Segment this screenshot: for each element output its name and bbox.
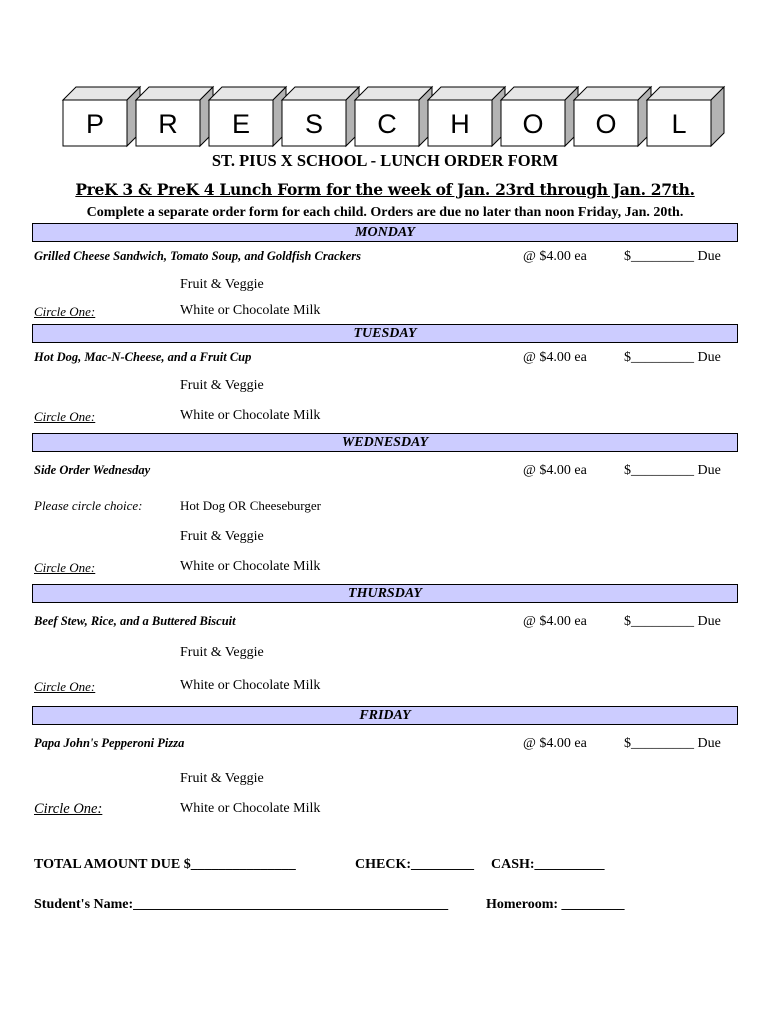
day-bar-tuesday: TUESDAY bbox=[32, 324, 738, 343]
block-letter-s-3 bbox=[282, 87, 359, 146]
cash-field[interactable]: CASH:__________ bbox=[491, 857, 605, 872]
svg-text:E: E bbox=[231, 109, 251, 139]
svg-text:O: O bbox=[522, 109, 544, 139]
block-letter-e-2 bbox=[209, 87, 286, 146]
svg-text:S: S bbox=[304, 109, 324, 139]
fruit-option-friday[interactable]: Fruit & Veggie bbox=[180, 771, 264, 786]
meal-tuesday: Hot Dog, Mac-N-Cheese, and a Fruit Cup bbox=[34, 350, 252, 364]
price-wednesday: @ $4.00 ea bbox=[523, 463, 587, 478]
day-bar-monday: MONDAY bbox=[32, 223, 738, 242]
circle-label-monday: Circle One: bbox=[34, 304, 96, 319]
choice-option-wednesday[interactable]: Hot Dog OR Cheeseburger bbox=[180, 498, 321, 513]
day-bar-wednesday: WEDNESDAY bbox=[32, 433, 738, 452]
block-letter-c-4 bbox=[355, 87, 432, 146]
price-thursday: @ $4.00 ea bbox=[523, 614, 587, 629]
block-letter-h-5 bbox=[428, 87, 505, 146]
svg-text:L: L bbox=[671, 109, 687, 139]
fruit-option-tuesday[interactable]: Fruit & Veggie bbox=[180, 378, 264, 393]
block-letter-o-6 bbox=[501, 87, 578, 146]
preschool-block-letters bbox=[0, 0, 770, 150]
due-field-tuesday[interactable]: $_________ Due bbox=[624, 350, 721, 365]
fruit-option-wednesday[interactable]: Fruit & Veggie bbox=[180, 529, 264, 544]
instructions: Complete a separate order form for each child. Orders are due no later than noon Friday, Jan. 20th. bbox=[86, 205, 684, 220]
student-name-field[interactable]: Student's Name:_____________________________________________ bbox=[34, 897, 449, 912]
meal-wednesday: Side Order Wednesday bbox=[34, 463, 151, 477]
day-bar-thursday: THURSDAY bbox=[32, 584, 738, 603]
meal-friday: Papa John's Pepperoni Pizza bbox=[34, 736, 185, 750]
milk-option-wednesday[interactable]: White or Chocolate Milk bbox=[180, 559, 321, 574]
milk-option-tuesday[interactable]: White or Chocolate Milk bbox=[180, 408, 321, 423]
block-letter-r-1 bbox=[136, 87, 213, 146]
school-title: ST. PIUS X SCHOOL - LUNCH ORDER FORM bbox=[211, 151, 559, 170]
circle-label-wednesday: Circle One: bbox=[34, 560, 96, 575]
due-field-monday[interactable]: $_________ Due bbox=[624, 249, 721, 264]
price-friday: @ $4.00 ea bbox=[523, 736, 587, 751]
price-monday: @ $4.00 ea bbox=[523, 249, 587, 264]
fruit-option-monday[interactable]: Fruit & Veggie bbox=[180, 277, 264, 292]
fruit-option-thursday[interactable]: Fruit & Veggie bbox=[180, 645, 264, 660]
circle-label-friday: Circle One: bbox=[34, 801, 103, 817]
circle-label-tuesday: Circle One: bbox=[34, 409, 96, 424]
svg-text:P: P bbox=[85, 109, 105, 139]
meal-thursday: Beef Stew, Rice, and a Buttered Biscuit bbox=[34, 614, 236, 628]
homeroom-field[interactable]: Homeroom: _________ bbox=[486, 897, 625, 912]
meal-monday: Grilled Cheese Sandwich, Tomato Soup, and Goldfish Crackers bbox=[34, 249, 362, 263]
week-title: PreK 3 & PreK 4 Lunch Form for the week of Jan. 23rd through Jan. 27th. bbox=[75, 180, 695, 199]
due-field-wednesday[interactable]: $_________ Due bbox=[624, 463, 721, 478]
milk-option-thursday[interactable]: White or Chocolate Milk bbox=[180, 678, 321, 693]
milk-option-monday[interactable]: White or Chocolate Milk bbox=[180, 303, 321, 318]
day-bar-friday: FRIDAY bbox=[32, 706, 738, 725]
svg-text:R: R bbox=[158, 109, 178, 139]
svg-text:H: H bbox=[450, 109, 470, 139]
price-tuesday: @ $4.00 ea bbox=[523, 350, 587, 365]
milk-option-friday[interactable]: White or Chocolate Milk bbox=[180, 801, 321, 816]
circle-label-thursday: Circle One: bbox=[34, 679, 96, 694]
due-field-thursday[interactable]: $_________ Due bbox=[624, 614, 721, 629]
block-letter-l-8 bbox=[647, 87, 724, 146]
svg-text:C: C bbox=[377, 109, 397, 139]
total-amount-due-field[interactable]: TOTAL AMOUNT DUE $_______________ bbox=[34, 857, 296, 872]
svg-text:O: O bbox=[595, 109, 617, 139]
check-field[interactable]: CHECK:_________ bbox=[355, 857, 474, 872]
choice-label-wednesday: Please circle choice: bbox=[34, 498, 143, 513]
block-letter-o-7 bbox=[574, 87, 651, 146]
block-letter-p-0 bbox=[63, 87, 140, 146]
due-field-friday[interactable]: $_________ Due bbox=[624, 736, 721, 751]
